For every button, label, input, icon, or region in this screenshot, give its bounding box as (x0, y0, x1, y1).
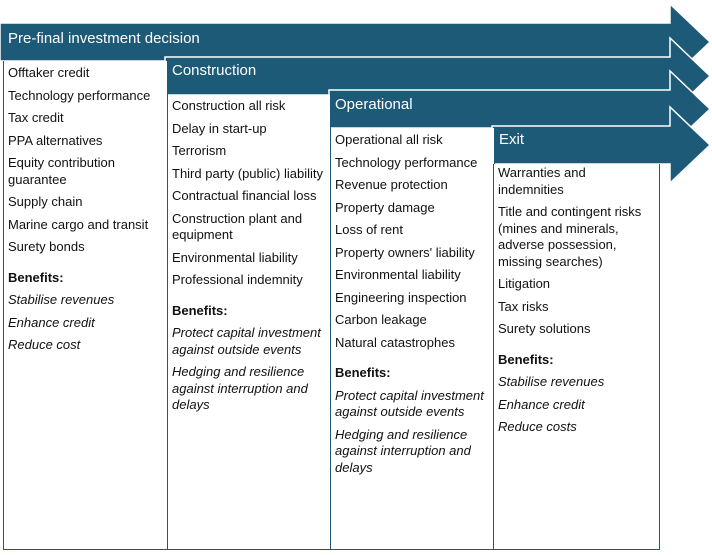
column-construction (167, 95, 331, 550)
benefit-item: Enhance credit (498, 396, 585, 412)
risk-list (335, 132, 490, 351)
stage-title-construction: Construction (172, 62, 257, 79)
list-item: Litigation (498, 276, 551, 291)
list-item: Professional indemnity (172, 272, 303, 287)
benefit-item: Protect capital investment against outside events (172, 325, 321, 357)
list-item: Third party (public) liability (172, 165, 323, 181)
benefits-list (335, 388, 490, 477)
benefits-list (498, 374, 655, 436)
stage-title-operational: Operational (335, 96, 413, 113)
benefits-heading: Benefits: (172, 302, 228, 318)
list-item: Carbon leakage (335, 312, 427, 327)
benefit-item: Reduce cost (8, 337, 81, 352)
list-item: Offtaker credit (8, 65, 90, 80)
stage-title-pre-fid: Pre-final investment decision (8, 30, 200, 47)
benefit-item: Protect capital investment against outside events (335, 387, 484, 419)
list-item: Contractual financial loss (172, 188, 317, 203)
list-item: Natural catastrophes (335, 334, 455, 350)
benefit-item: Hedging and resilience against interruption and delays (172, 364, 308, 412)
benefits-heading: Benefits: (8, 269, 64, 285)
list-item: Property owners' liability (335, 244, 475, 260)
stage-title-exit: Exit (499, 131, 525, 148)
column-operational (330, 128, 495, 550)
column-exit (493, 164, 660, 550)
benefits-list (172, 325, 326, 414)
benefit-item: Reduce costs (498, 419, 577, 434)
list-item: Environmental liability (172, 249, 298, 265)
benefits-heading: Benefits: (498, 351, 554, 367)
benefits-list (8, 292, 163, 354)
list-item: Supply chain (8, 194, 83, 209)
list-item: Loss of rent (335, 222, 403, 237)
risk-list (498, 165, 655, 338)
list-item: Surety solutions (498, 321, 591, 336)
list-item: Delay in start-up (172, 120, 267, 136)
list-item: Marine cargo and transit (8, 216, 149, 232)
list-item: Technology performance (335, 154, 478, 170)
list-item: Title and contingent risks (mines and minerals, adverse possession, missing searches) (498, 204, 642, 269)
list-item: Revenue protection (335, 177, 448, 192)
benefit-item: Hedging and resilience against interruption and delays (335, 426, 471, 475)
risk-list (8, 65, 163, 256)
list-item: Construction all risk (172, 98, 286, 113)
list-item: Property damage (335, 199, 435, 215)
list-item: Terrorism (172, 143, 227, 158)
list-item: Surety bonds (8, 239, 85, 254)
list-item: Operational all risk (335, 132, 443, 147)
benefit-item: Enhance credit (8, 314, 95, 330)
benefit-item: Stabilise revenues (498, 374, 605, 389)
benefit-item: Stabilise revenues (8, 292, 115, 307)
list-item: Engineering inspection (335, 289, 467, 305)
list-item: Warranties and indemnities (498, 165, 586, 197)
list-item: Tax credit (8, 110, 64, 125)
list-item: Tax risks (498, 298, 549, 314)
list-item: Environmental liability (335, 267, 461, 282)
benefits-heading: Benefits: (335, 365, 391, 380)
risk-list (172, 98, 326, 289)
list-item: Technology performance (8, 87, 151, 103)
list-item: Equity contribution guarantee (8, 155, 115, 187)
column-pre-fid (3, 61, 168, 550)
list-item: PPA alternatives (8, 132, 103, 148)
list-item: Construction plant and equipment (172, 210, 303, 242)
